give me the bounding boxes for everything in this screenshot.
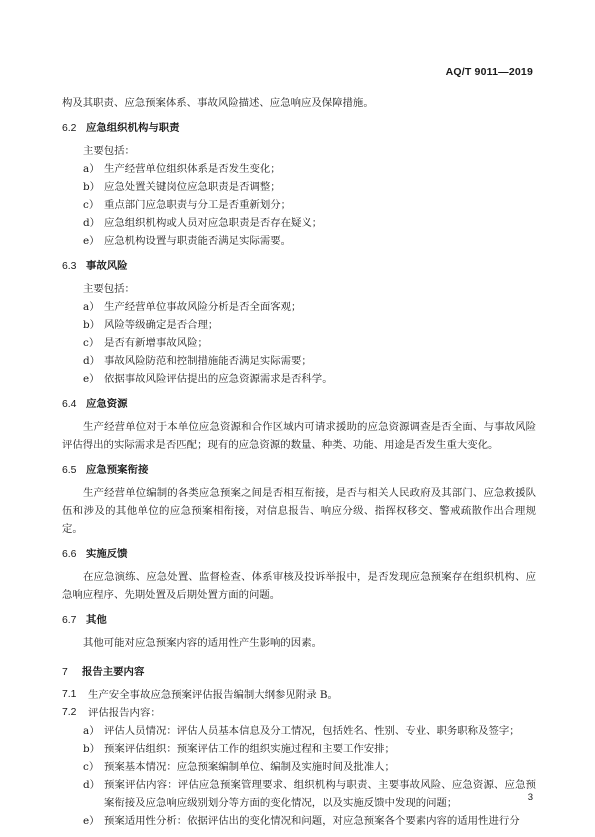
- section-number: 6.2: [62, 123, 77, 134]
- section-number: 6.5: [62, 465, 77, 476]
- list-text: 事故风险防范和控制措施能否满足实际需要；: [104, 355, 312, 367]
- list-text: 重点部门应急职责与分工是否重新划分；: [104, 199, 292, 211]
- list-item: [62, 740, 536, 758]
- list-marker: d）: [83, 779, 101, 791]
- list-item: [62, 232, 536, 250]
- list-text: 预案基本情况：应急预案编制单位、编制及实施时间及批准人；: [104, 761, 395, 773]
- section-title: 应急组织机构与职责: [86, 123, 180, 134]
- clause-7-2: [62, 704, 536, 722]
- list-text: 是否有新增事故风险；: [104, 337, 208, 349]
- list-text: 预案适用性分析：依据评估出的变化情况和问题，对应急预案各个要素内容的适用性进行分: [104, 815, 520, 827]
- list-item: [62, 352, 536, 370]
- list-text: 依据事故风险评估提出的应急资源需求是否科学。: [104, 373, 333, 385]
- list-text: 应急组织机构或人员对应急职责是否存在疑义；: [104, 217, 323, 229]
- list-item: [62, 214, 536, 232]
- list-text: 应急处置关键岗位应急职责是否调整；: [104, 181, 281, 193]
- clause-7-1: [62, 686, 536, 704]
- list-text: 预案评估内容：评估应急预案管理要求、组织机构与职责、主要事故风险、应急资源、应急预案衔接及应急响应级别划分等方面的变化情况，以及实施反馈中发现的问题；: [104, 779, 536, 809]
- section-paragraph: 在应急演练、应急处置、监督检查、体系审核及投诉举报中，是否发现应急预案存在组织机构、应急响应程序、先期处置及后期处置方面的问题。: [62, 571, 536, 601]
- list-text: 评估人员情况：评估人员基本信息及分工情况，包括姓名、性别、专业、职务职称及签字；: [104, 725, 520, 737]
- section-lead: 主要包括：: [83, 145, 135, 157]
- section-number: 6.3: [62, 261, 77, 272]
- list-marker: b）: [83, 743, 101, 755]
- list-marker: e）: [83, 373, 100, 385]
- page-number: 3: [527, 792, 533, 803]
- list-item: [62, 334, 536, 352]
- list-marker: d）: [83, 217, 101, 229]
- section-paragraph: 其他可能对应急预案内容的适用性产生影响的因素。: [83, 637, 322, 649]
- list-item: [62, 178, 536, 196]
- section-number: 7: [62, 667, 68, 678]
- section-title: 报告主要内容: [82, 667, 145, 678]
- list-item: [62, 776, 536, 812]
- section-6-3-heading: [62, 258, 536, 276]
- clause-number: 7.1: [62, 689, 77, 700]
- list-item: [62, 298, 536, 316]
- document-body: [62, 94, 536, 830]
- section-title: 其他: [86, 615, 107, 626]
- list-text: 生产经营单位事故风险分析是否全面客观；: [104, 301, 302, 313]
- list-item: [62, 316, 536, 334]
- list-marker: e）: [83, 815, 100, 827]
- section-lead: 主要包括：: [83, 283, 135, 295]
- clause-text: 生产安全事故应急预案评估报告编制大纲参见附录 B。: [88, 689, 338, 701]
- list-marker: a）: [83, 725, 100, 737]
- section-6-7-heading: [62, 612, 536, 630]
- list-marker: b）: [83, 181, 101, 193]
- section-7-heading: [62, 664, 536, 682]
- list-text: 生产经营单位组织体系是否发生变化；: [104, 163, 281, 175]
- list-item: [62, 812, 536, 830]
- list-marker: d）: [83, 355, 101, 367]
- clause-text: 评估报告内容：: [88, 707, 161, 719]
- section-6-6-heading: [62, 546, 536, 564]
- section-title: 事故风险: [86, 261, 128, 272]
- list-marker: e）: [83, 235, 100, 247]
- section-title: 应急资源: [86, 399, 128, 410]
- list-item: [62, 758, 536, 776]
- continued-paragraph: 构及其职责、应急预案体系、事故风险描述、应急响应及保障措施。: [62, 97, 374, 109]
- list-text: 应急机构设置与职责能否满足实际需要。: [104, 235, 292, 247]
- list-marker: a）: [83, 301, 100, 313]
- list-marker: a）: [83, 163, 100, 175]
- section-6-2-heading: [62, 120, 536, 138]
- section-paragraph: 生产经营单位对于本单位应急资源和合作区域内可请求援助的应急资源调查是否全面、与事故风险评估得出的实际需求是否匹配；现有的应急资源的数量、种类、功能、用途是否发生重大变化。: [62, 421, 536, 451]
- list-item: [62, 160, 536, 178]
- list-marker: c）: [83, 337, 100, 349]
- list-item: [62, 196, 536, 214]
- clause-number: 7.2: [62, 707, 77, 718]
- standard-code: AQ/T 9011—2019: [445, 66, 533, 78]
- section-title: 应急预案衔接: [86, 465, 149, 476]
- section-paragraph: 生产经营单位编制的各类应急预案之间是否相互衔接，是否与相关人民政府及其部门、应急救援队伍和涉及的其他单位的应急预案相衔接，对信息报告、响应分级、指挥权移交、警戒疏散作出合理规定。: [62, 487, 536, 535]
- list-item: [62, 722, 536, 740]
- list-text: 风险等级确定是否合理；: [104, 319, 219, 331]
- section-number: 6.6: [62, 549, 77, 560]
- section-title: 实施反馈: [86, 549, 128, 560]
- section-number: 6.7: [62, 615, 77, 626]
- section-6-5-heading: [62, 462, 536, 480]
- section-number: 6.4: [62, 399, 77, 410]
- section-6-4-heading: [62, 396, 536, 414]
- list-item: [62, 370, 536, 388]
- list-marker: b）: [83, 319, 101, 331]
- list-text: 预案评估组织：预案评估工作的组织实施过程和主要工作安排；: [104, 743, 395, 755]
- list-marker: c）: [83, 199, 100, 211]
- list-marker: c）: [83, 761, 100, 773]
